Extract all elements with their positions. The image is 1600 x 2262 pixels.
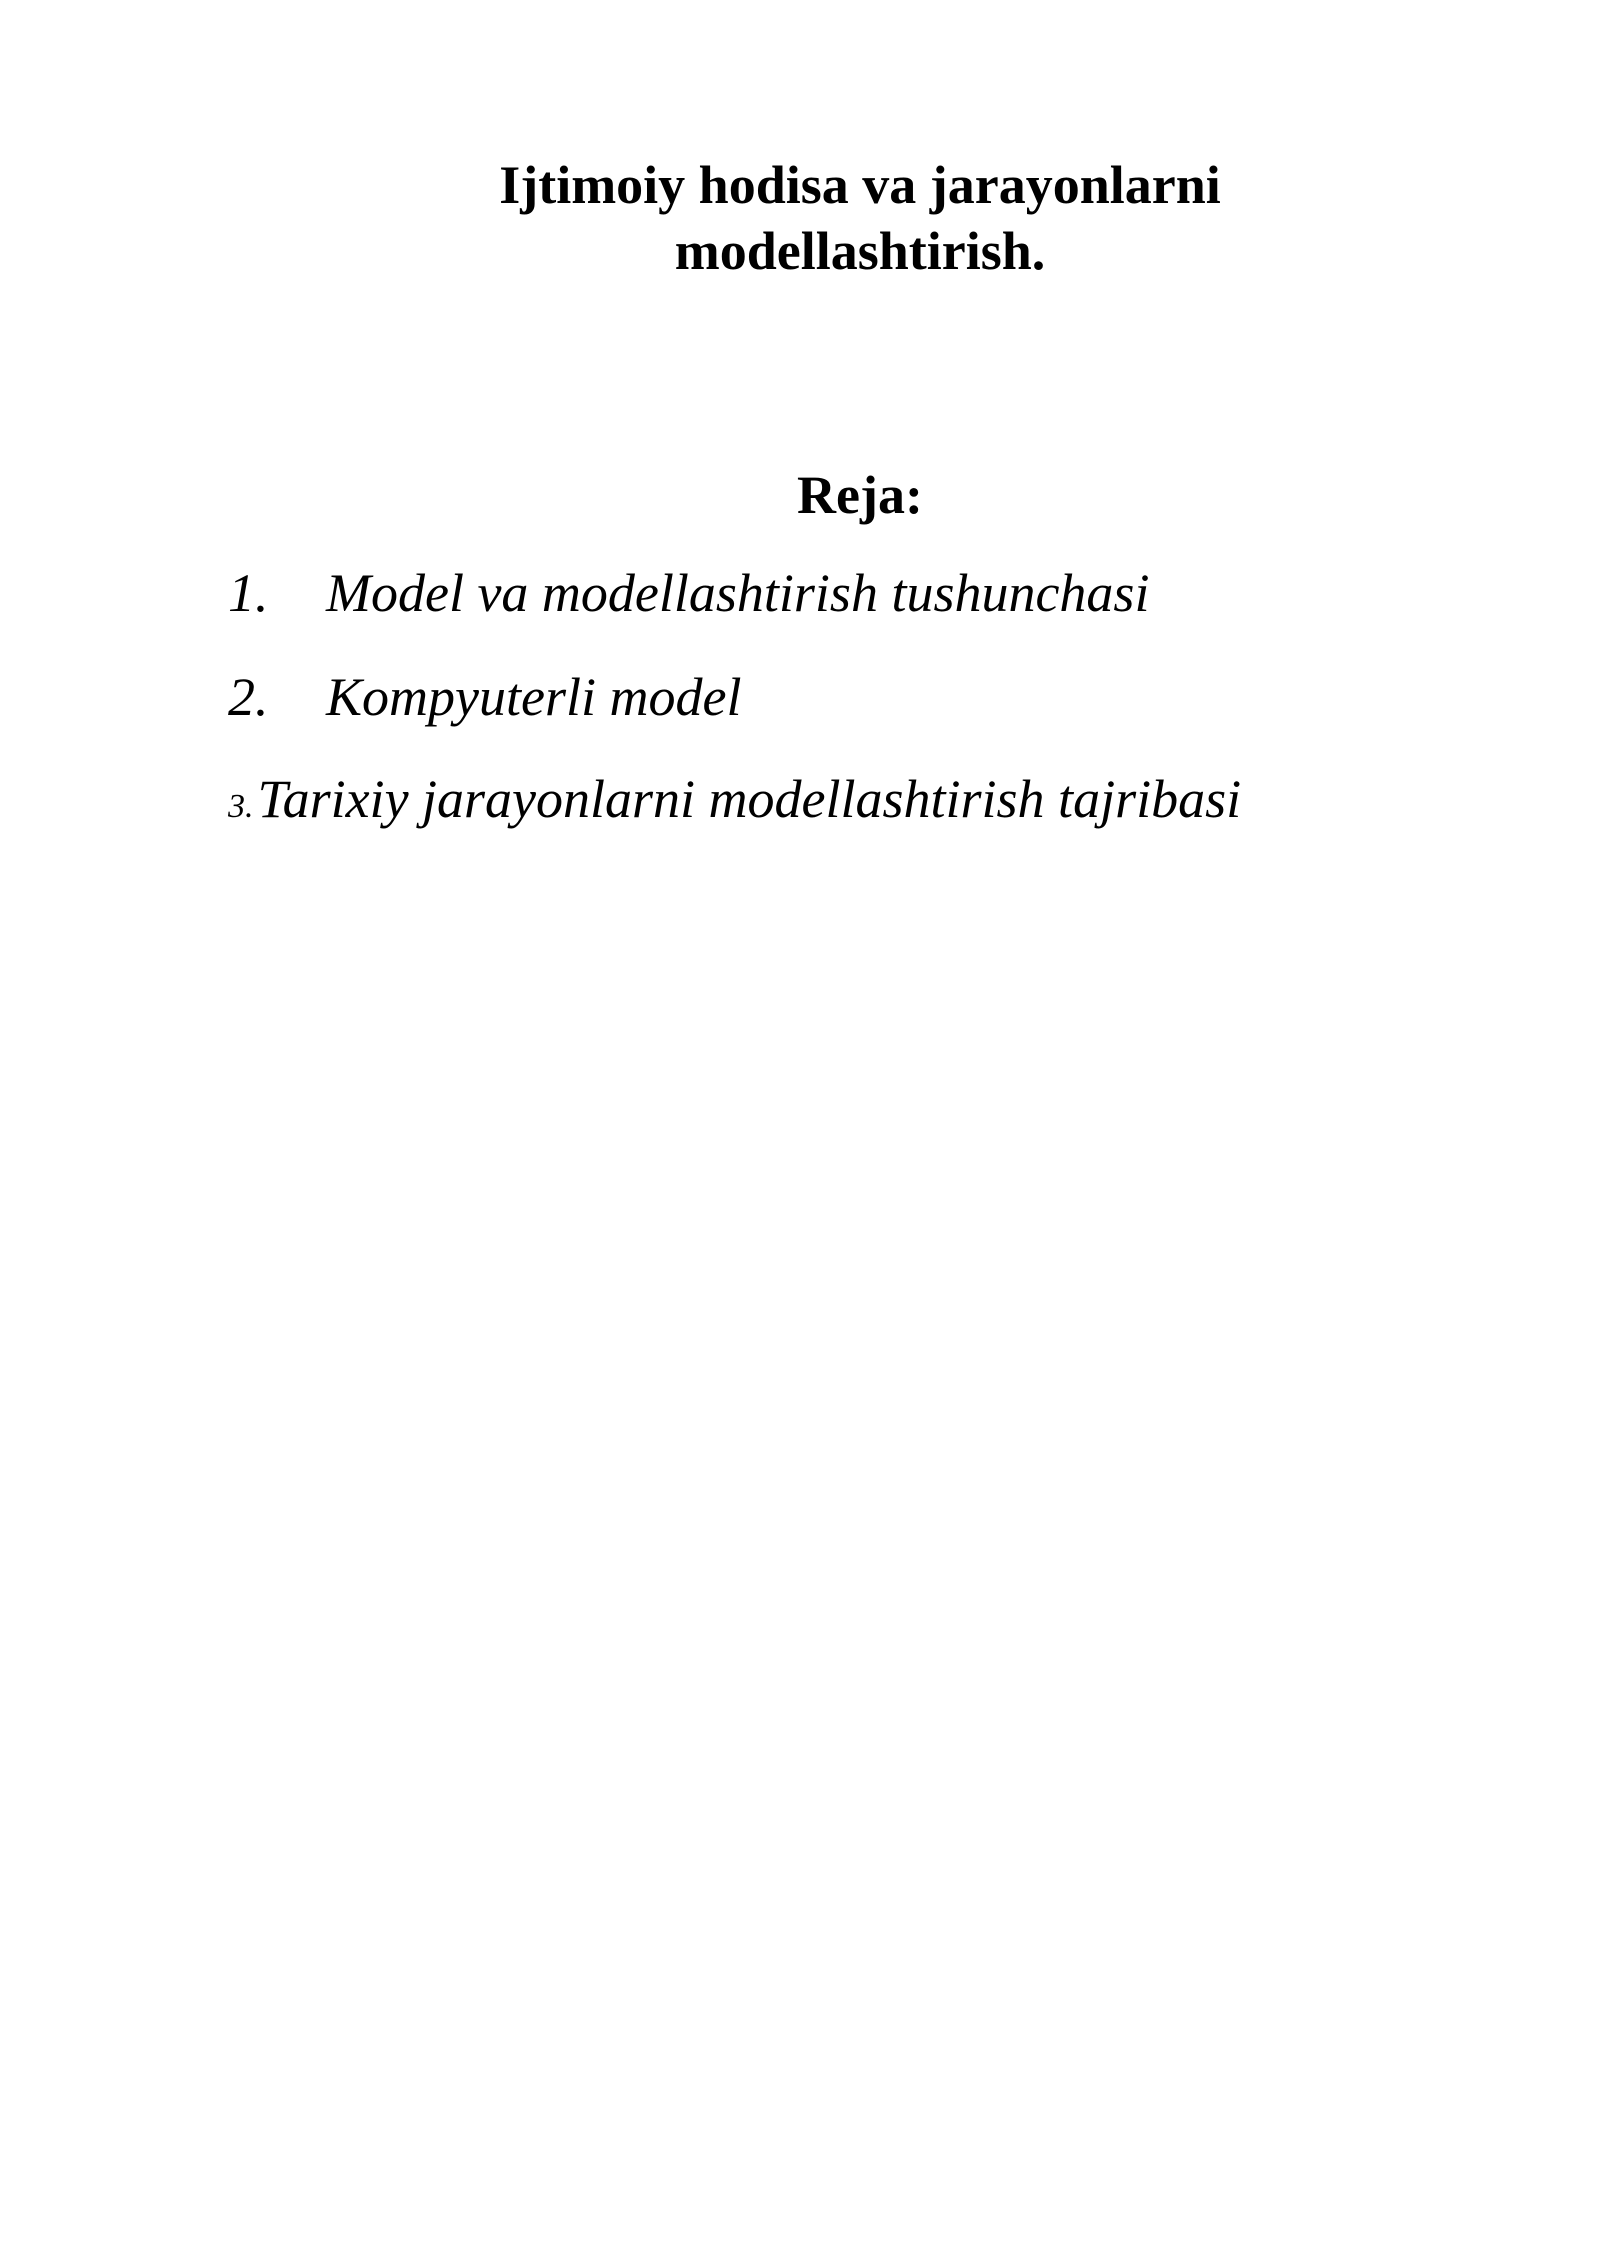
plan-item-text: Kompyuterli model: [326, 667, 742, 727]
title-line-1: Ijtimoiy hodisa va jarayonlarni: [499, 155, 1221, 215]
plan-item: [228, 560, 1149, 626]
plan-item-number: 3.: [228, 788, 254, 825]
plan-item: [228, 664, 741, 730]
plan-item-number: 1.: [228, 563, 269, 623]
title-line-2: modellashtirish.: [674, 221, 1046, 281]
plan-item-number: 2.: [228, 667, 269, 727]
plan-item-text: Model va modellashtirish tushunchasi: [326, 563, 1150, 623]
plan-item: [228, 766, 1241, 840]
plan-item-text: Tarixiy jarayonlarni modellashtirish tajribasi: [257, 769, 1242, 829]
document-title: [330, 152, 1390, 284]
plan-heading: Reja:: [797, 465, 923, 525]
